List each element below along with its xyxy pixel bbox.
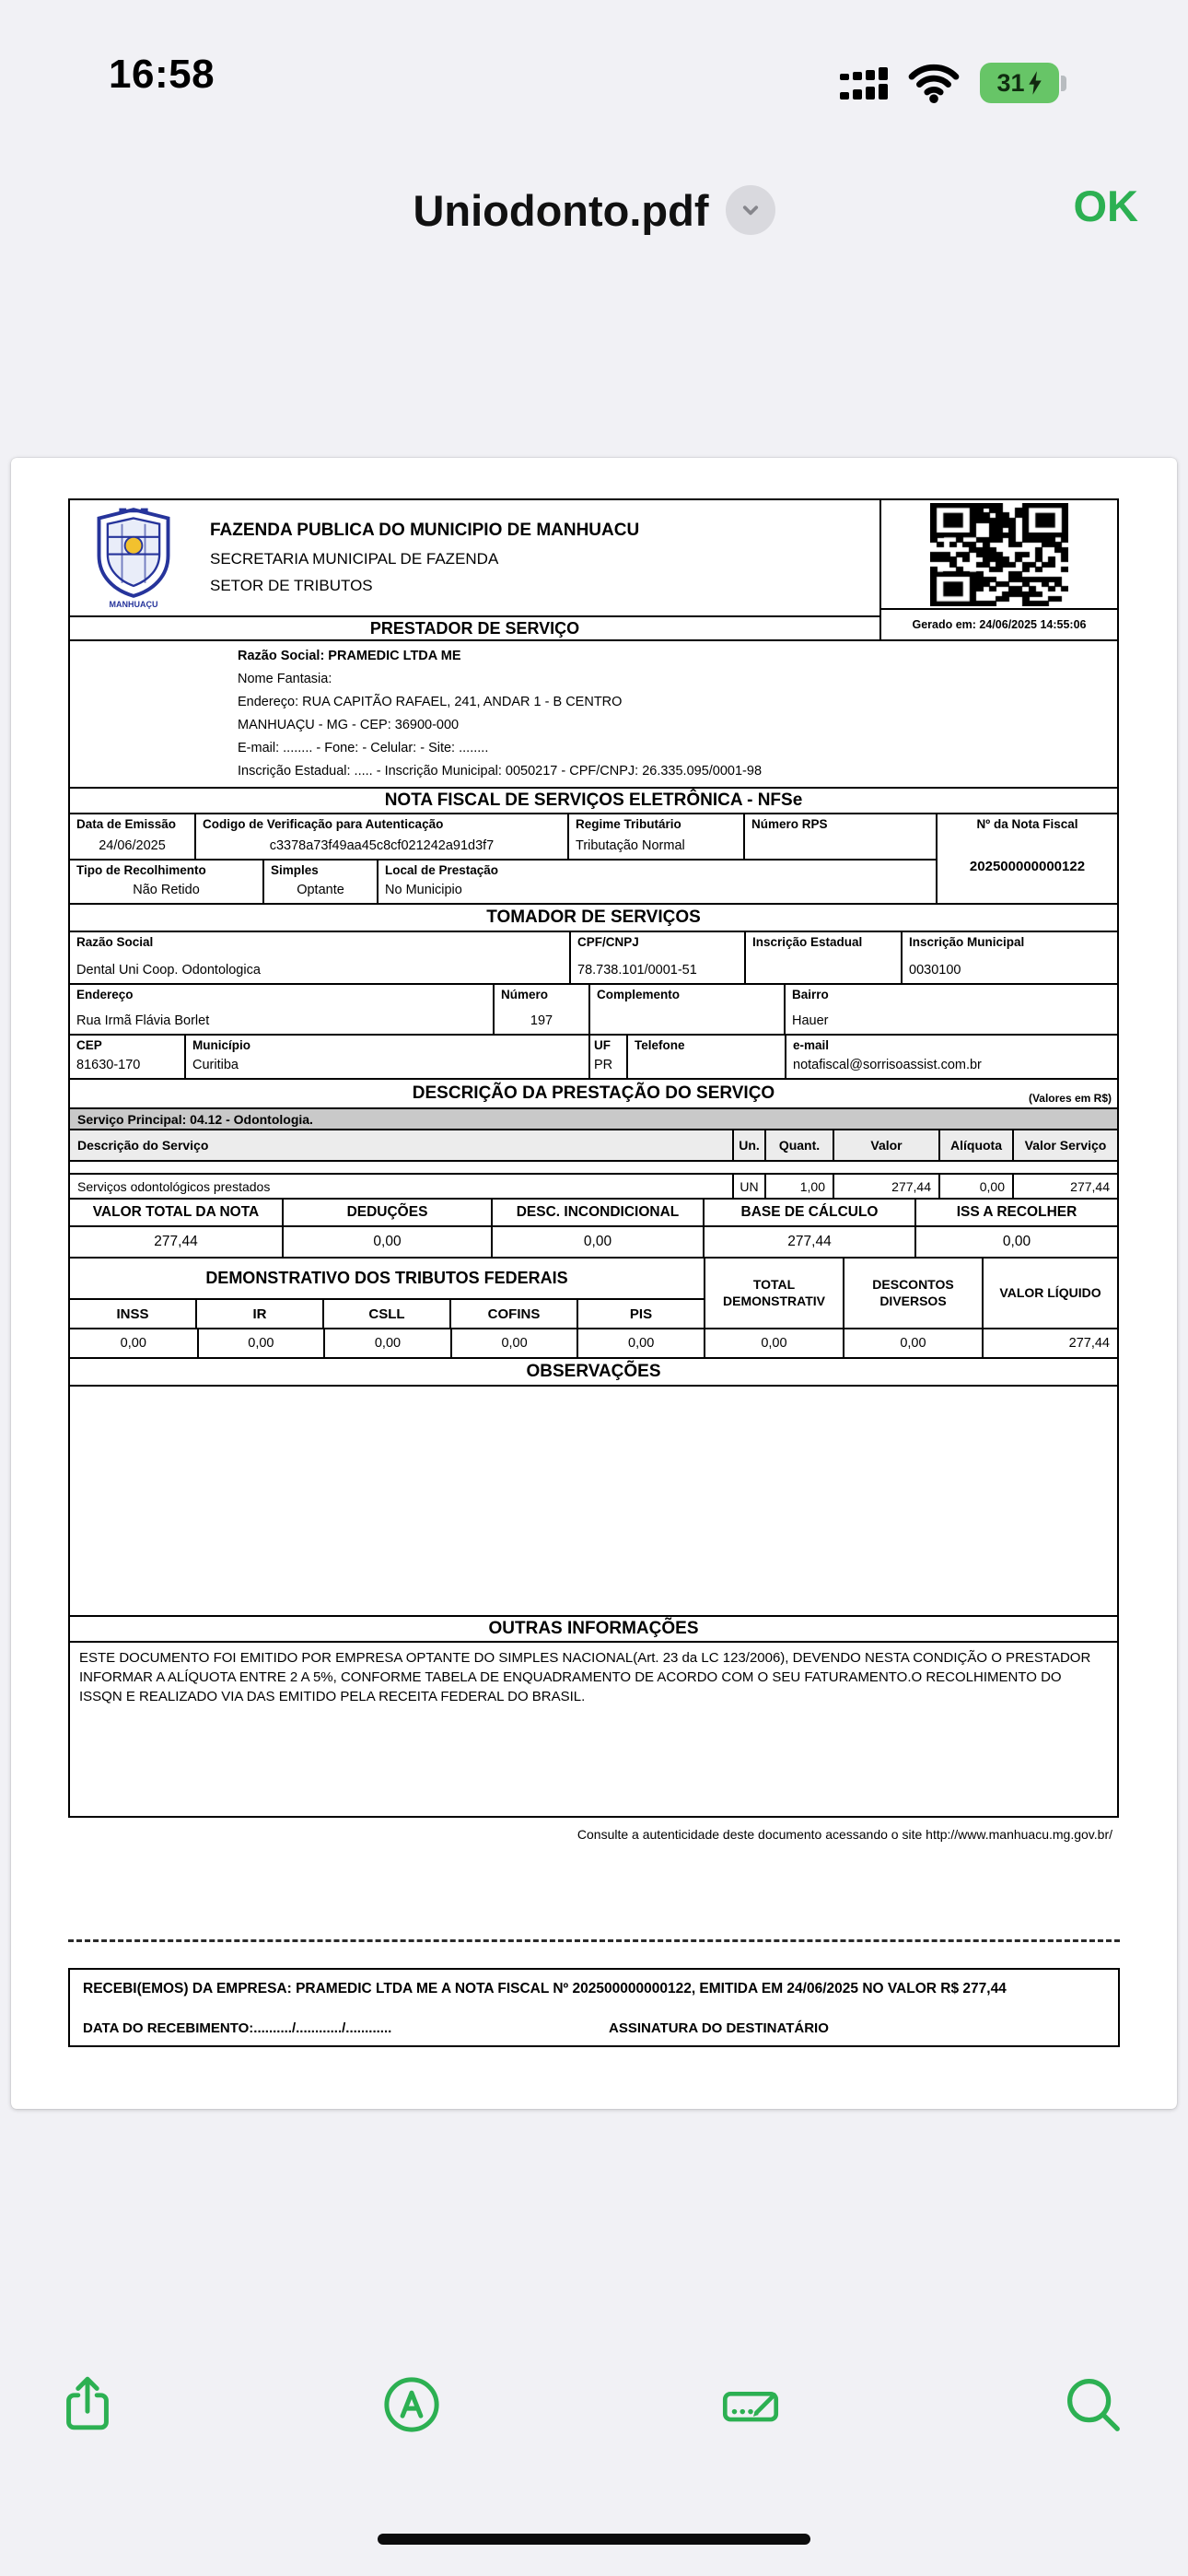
- servico-spacer: [70, 1160, 1117, 1173]
- field-tomador-inscricao-estadual: [744, 932, 901, 983]
- org-dept: SECRETARIA MUNICIPAL DE FAZENDA: [210, 550, 499, 568]
- field-tomador-inscricao-municipal: [901, 932, 1117, 983]
- cell-quant: 1,00: [764, 1175, 833, 1198]
- observacoes-title: OBSERVAÇÕES: [70, 1357, 1117, 1385]
- tributo-col: IR: [195, 1300, 322, 1328]
- tributo-col: INSS: [116, 1306, 149, 1322]
- field-tomador-email: [785, 1036, 1117, 1078]
- tributo-value: 0,00: [704, 1329, 843, 1357]
- servico-data-row: [70, 1173, 1117, 1198]
- title-chevron-button[interactable]: [726, 185, 775, 235]
- tributo-value: 0,00: [577, 1329, 704, 1357]
- field-tomador-razao: [70, 932, 569, 983]
- tributo-value: 0,00: [843, 1329, 982, 1357]
- title-group: [0, 155, 1188, 265]
- field-value: Rua Irmã Flávia Borlet: [76, 1013, 210, 1028]
- receipt-stub: [68, 1968, 1120, 2047]
- battery-icon: [980, 63, 1066, 103]
- total-label: VALOR TOTAL DA NOTA: [92, 1204, 260, 1220]
- field-label: Data de Emissão: [76, 817, 177, 831]
- tomador-row-3: [70, 1034, 1117, 1078]
- field-value: 0030100: [909, 962, 961, 978]
- signature-button[interactable]: [718, 2372, 783, 2437]
- cell-aliquota: 0,00: [938, 1175, 1012, 1198]
- cellular-signal-icon: [840, 67, 888, 103]
- tomador-row-2: [70, 983, 1117, 1034]
- servico-section-title: [70, 1078, 1117, 1107]
- cell-valor: 277,44: [833, 1175, 938, 1198]
- field-label: Inscrição Estadual: [752, 935, 863, 949]
- annotate-button[interactable]: [379, 2372, 444, 2437]
- valores-note: (Valores em R$): [1028, 1092, 1112, 1105]
- field-tomador-cnpj: [569, 932, 744, 983]
- total-value: 0,00: [914, 1227, 1117, 1257]
- receipt-date-line: DATA DO RECEBIMENTO:........../............/............: [83, 2020, 392, 2036]
- field-tomador-numero: [493, 985, 588, 1034]
- field-regime-tributario: [567, 814, 743, 859]
- field-label: Telefone: [635, 1038, 685, 1052]
- generated-timestamp: Gerado em: 24/06/2025 14:55:06: [881, 608, 1117, 639]
- tributo-col: CSLL: [322, 1300, 449, 1328]
- invoice-table: [68, 498, 1119, 1818]
- field-value: 81630-170: [76, 1057, 141, 1072]
- field-value: c3378a73f49aa45c8cf021242a91d3f7: [269, 837, 495, 853]
- status-icons: [840, 59, 1066, 103]
- field-label: Complemento: [597, 988, 681, 1001]
- field-label: Endereço: [76, 988, 134, 1001]
- field-codigo-verificacao: [194, 814, 567, 859]
- field-data-emissao: [70, 814, 194, 859]
- outras-title: OUTRAS INFORMAÇÕES: [70, 1615, 1117, 1641]
- total-label: DESC. INCONDICIONAL: [491, 1200, 703, 1225]
- field-value: PR: [594, 1057, 613, 1072]
- document-title: Uniodonto.pdf: [413, 185, 709, 235]
- nfse-section-title: NOTA FISCAL DE SERVIÇOS ELETRÔNICA - NFSe: [70, 787, 1117, 813]
- field-tomador-municipio: [184, 1036, 588, 1078]
- field-tomador-bairro: [784, 985, 1117, 1034]
- ok-button[interactable]: OK: [1073, 181, 1138, 230]
- prestador-endereco: Endereço: RUA CAPITÃO RAFAEL, 241, ANDAR 1 - B CENTRO: [238, 695, 623, 709]
- col-descricao: Descrição do Serviço: [77, 1138, 209, 1153]
- tomador-row-1: [70, 931, 1117, 983]
- prestador-nome-fantasia: Nome Fantasia:: [238, 672, 332, 686]
- field-value: 197: [530, 1013, 553, 1028]
- share-button[interactable]: [55, 2372, 120, 2437]
- field-tomador-endereco: [70, 985, 493, 1034]
- field-value: Tributação Normal: [576, 837, 685, 853]
- receipt-signature-label: ASSINATURA DO DESTINATÁRIO: [609, 2020, 829, 2036]
- prestador-razao-social: Razão Social: PRAMEDIC LTDA ME: [238, 649, 461, 663]
- servico-principal: Serviço Principal: 04.12 - Odontologia.: [70, 1107, 1117, 1129]
- field-label: Número RPS: [751, 817, 828, 831]
- field-value: [752, 978, 894, 980]
- home-indicator[interactable]: [378, 2534, 810, 2545]
- field-value: Optante: [297, 882, 344, 897]
- field-label: Regime Tributário: [576, 817, 681, 831]
- field-tomador-complemento: [588, 985, 784, 1034]
- field-value: Hauer: [792, 1013, 829, 1028]
- field-tomador-telefone: [626, 1036, 785, 1078]
- field-value: notafiscal@sorrisoassist.com.br: [793, 1057, 982, 1072]
- field-numero-nota: [936, 814, 1117, 903]
- field-value: Curitiba: [192, 1057, 239, 1072]
- tributo-value: 0,00: [120, 1336, 146, 1351]
- field-numero-rps: [743, 814, 936, 859]
- qr-code: [930, 503, 1068, 606]
- col-quant: Quant.: [764, 1130, 833, 1160]
- field-label: UF: [594, 1038, 611, 1052]
- org-sector: SETOR DE TRIBUTOS: [210, 577, 373, 594]
- chevron-down-icon: [735, 194, 766, 226]
- prestador-contato: E-mail: ........ - Fone: - Celular: - Site: ........: [238, 741, 489, 755]
- field-label: Inscrição Municipal: [909, 935, 1025, 949]
- col-aliquota: Alíquota: [938, 1130, 1012, 1160]
- tributo-value: 0,00: [450, 1329, 577, 1357]
- field-value: [751, 854, 929, 856]
- field-value: [635, 1073, 778, 1075]
- total-label: BASE DE CÁLCULO: [703, 1200, 914, 1225]
- search-button[interactable]: [1061, 2372, 1125, 2437]
- servico-table-header: [70, 1129, 1117, 1160]
- crest-caption: MANHUAÇU: [109, 600, 158, 609]
- receipt-line: RECEBI(EMOS) DA EMPRESA: PRAMEDIC LTDA ME A NOTA FISCAL Nº 202500000000122, EMITIDA EM 24/06/2025 NO VALOR R$ 277,44: [83, 1981, 1007, 1996]
- field-value: No Municipio: [385, 882, 462, 897]
- share-icon: [55, 2372, 120, 2437]
- field-local-prestacao: [377, 861, 936, 903]
- totais-labels: [70, 1198, 1117, 1225]
- tributo-col: COFINS: [449, 1300, 577, 1328]
- org-name: FAZENDA PUBLICA DO MUNICIPIO DE MANHUACU: [210, 521, 640, 540]
- observacoes-box: [70, 1385, 1117, 1615]
- field-tomador-cep: [70, 1036, 184, 1078]
- tributos-header: [70, 1257, 1117, 1328]
- invoice-document: [11, 458, 1177, 2047]
- field-value: 24/06/2025: [99, 837, 166, 853]
- field-value: 78.738.101/0001-51: [577, 962, 697, 978]
- prestador-cidade: MANHUAÇU - MG - CEP: 36900-000: [238, 718, 460, 732]
- field-label: Tipo de Recolhimento: [76, 863, 206, 877]
- total-value: 277,44: [703, 1227, 914, 1257]
- invoice-header: [70, 500, 1117, 639]
- tomador-section-title: TOMADOR DE SERVIÇOS: [70, 903, 1117, 931]
- outras-text: ESTE DOCUMENTO FOI EMITIDO POR EMPRESA OPTANTE DO SIMPLES NACIONAL(Art. 23 da LC 123/2006), DEVENDO NESTA CONDIÇÃO O PRESTADOR INFORMAR A ALÍQUOTA ENTRE 2 A 5%, CONFORME TABELA DE ENQUADRAMENTO DE ACORDO COM O SEU FATURAMENTO.O RECOLHIMENTO DO ISSQN E REALIZADO VIA DAS EMITIDO PELA RECEITA FEDERAL DO BRASIL.: [70, 1641, 1117, 1816]
- status-time: 16:58: [109, 52, 215, 97]
- field-label: CPF/CNPJ: [577, 935, 639, 949]
- field-tipo-recolhimento: [70, 861, 262, 903]
- col-valor: Valor: [833, 1130, 938, 1160]
- battery-percent: 31: [996, 68, 1025, 97]
- annotate-icon: [379, 2372, 444, 2437]
- signature-icon: [718, 2372, 783, 2437]
- tributo-extra-col: VALOR LÍQUIDO: [982, 1259, 1117, 1328]
- cell-valor-servico: 277,44: [1012, 1175, 1117, 1198]
- prestador-details: [70, 639, 1117, 787]
- cell-descricao: Serviços odontológicos prestados: [77, 1178, 271, 1194]
- field-value: [597, 1029, 777, 1031]
- total-label: ISS A RECOLHER: [914, 1200, 1117, 1225]
- pdf-page[interactable]: [11, 458, 1177, 2109]
- field-value: 202500000000122: [969, 858, 1086, 874]
- prestador-inscricoes: Inscrição Estadual: ..... - Inscrição Municipal: 0050217 - CPF/CNPJ: 26.335.095/0001-98: [238, 764, 763, 779]
- tributo-value: 0,00: [197, 1329, 324, 1357]
- tributos-title: DEMONSTRATIVO DOS TRIBUTOS FEDERAIS: [205, 1269, 568, 1287]
- field-label: Codigo de Verificação para Autenticação: [203, 817, 444, 831]
- tributo-col: PIS: [577, 1300, 704, 1328]
- field-label: e-mail: [793, 1038, 830, 1052]
- search-icon: [1061, 2372, 1125, 2437]
- field-label: Bairro: [792, 988, 829, 1001]
- field-label: Número: [501, 988, 549, 1001]
- total-label: DEDUÇÕES: [282, 1200, 491, 1225]
- total-value: 0,00: [491, 1227, 703, 1257]
- total-value: 0,00: [282, 1227, 491, 1257]
- field-label: Município: [192, 1038, 250, 1052]
- col-valor-servico: Valor Serviço: [1012, 1130, 1117, 1160]
- section-title-text: DESCRIÇÃO DA PRESTAÇÃO DO SERVIÇO: [412, 1083, 775, 1103]
- field-value: Dental Uni Coop. Odontologica: [76, 962, 261, 978]
- nfse-fields: [70, 813, 1117, 903]
- totais-values: [70, 1225, 1117, 1257]
- tributos-values: [70, 1328, 1117, 1357]
- field-label: Simples: [271, 863, 319, 877]
- field-label: Razão Social: [76, 935, 154, 949]
- tributo-value: 0,00: [323, 1329, 450, 1357]
- cut-line: [68, 1939, 1120, 1942]
- total-value: 277,44: [154, 1234, 198, 1249]
- field-label: CEP: [76, 1038, 102, 1052]
- authenticity-note: Consulte a autenticidade deste documento acessando o site http://www.manhuacu.mg.gov.br/: [577, 1827, 1112, 1842]
- field-tomador-uf: [588, 1036, 626, 1078]
- charging-bolt-icon: [1028, 70, 1042, 96]
- municipal-crest-logo: [85, 507, 182, 609]
- field-simples: [262, 861, 377, 903]
- cell-un: UN: [732, 1175, 764, 1198]
- wifi-icon: [904, 59, 963, 103]
- tributo-extra-col: DESCONTOS DIVERSOS: [843, 1259, 982, 1328]
- tributo-value: 277,44: [982, 1329, 1117, 1357]
- prestador-section-title: PRESTADOR DE SERVIÇO: [70, 615, 879, 639]
- field-value: Não Retido: [133, 882, 200, 897]
- field-label: Local de Prestação: [385, 863, 499, 877]
- col-un: Un.: [732, 1130, 764, 1160]
- tributo-extra-col: TOTAL DEMONSTRATIV: [704, 1259, 843, 1328]
- field-label: Nº da Nota Fiscal: [976, 817, 1078, 831]
